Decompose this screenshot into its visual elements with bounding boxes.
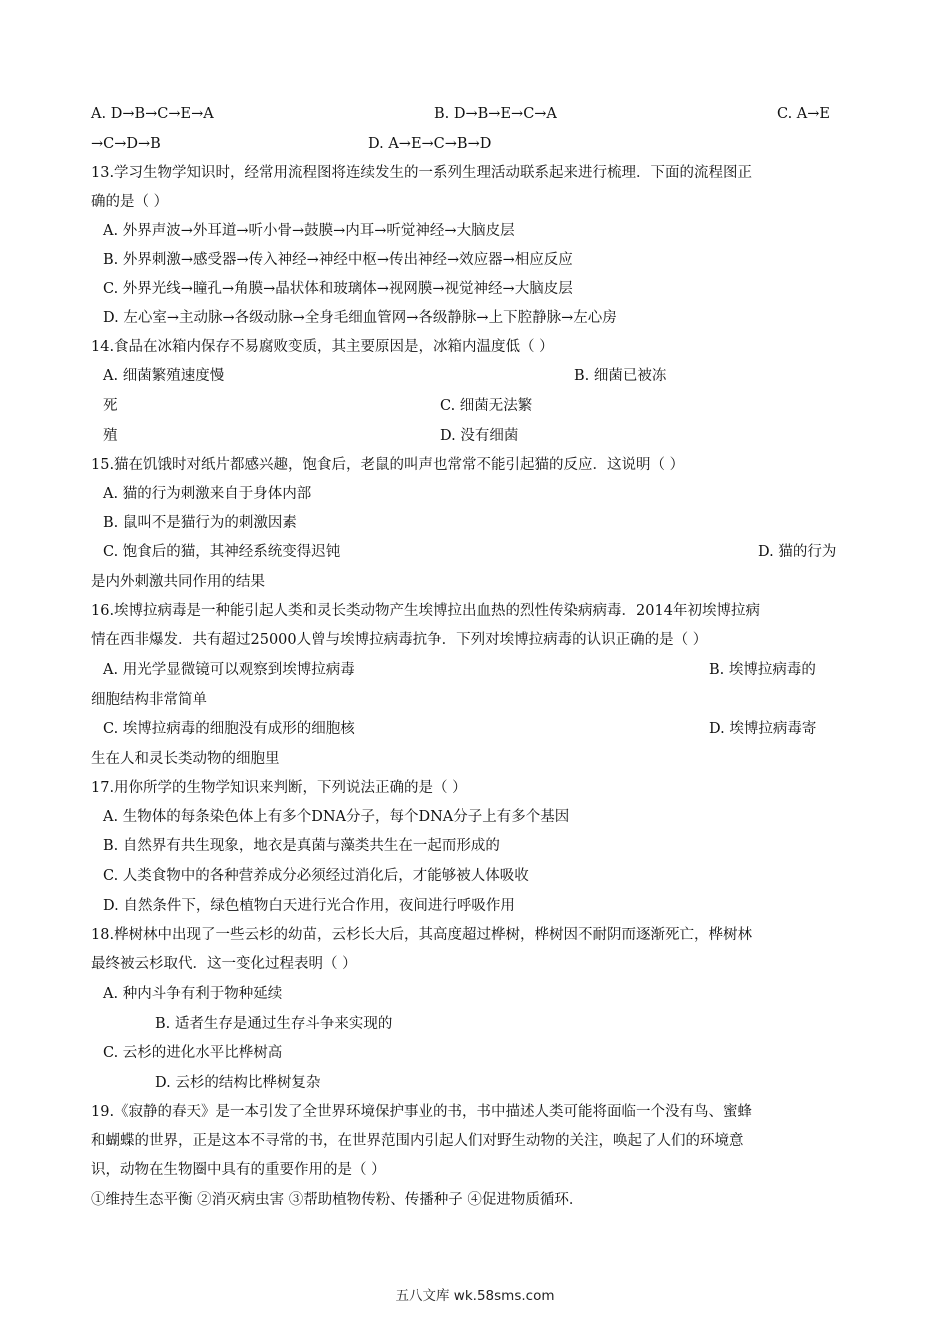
q16-stem: 16.埃博拉病毒是一种能引起人类和灵长类动物产生埃博拉出血热的烈性传染病病毒．2014年初埃博拉病 (91, 603, 760, 619)
q16-option-a: A. 用光学显微镜可以观察到埃博拉病毒 (103, 662, 355, 678)
q15-stem: 15.猫在饥饿时对纸片都感兴趣，饱食后，老鼠的叫声也常常不能引起猫的反应．这说明（ ） (91, 457, 685, 473)
q15-option-d-cont: 是内外刺激共同作用的结果 (91, 574, 265, 590)
q15-option-a: A. 猫的行为刺激来自于身体内部 (103, 486, 312, 502)
q17-option-d: D. 自然条件下，绿色植物白天进行光合作用，夜间进行呼吸作用 (103, 898, 515, 914)
q18-option-a: A. 种内斗争有利于物种延续 (103, 986, 283, 1002)
q18-option-c: C. 云杉的进化水平比桦树高 (103, 1045, 283, 1061)
q16-option-c: C. 埃博拉病毒的细胞没有成形的细胞核 (103, 721, 355, 737)
q12-option-b: B. D→B→E→C→A (434, 106, 557, 122)
q15-option-c: C. 饱食后的猫，其神经系统变得迟钝 (103, 544, 341, 560)
q17-stem: 17.用你所学的生物学知识来判断，下列说法正确的是（ ） (91, 780, 467, 796)
q16-stem-cont: 情在西非爆发．共有超过25000人曾与埃博拉病毒抗争．下列对埃博拉病毒的认识正确的是（ ） (91, 632, 708, 648)
q14-option-b: B. 细菌已被冻 (574, 368, 667, 384)
q17-option-c: C. 人类食物中的各种营养成分必须经过消化后，才能够被人体吸收 (103, 868, 529, 884)
q12-option-c-cont: →C→D→B (91, 136, 161, 152)
q16-option-d-cont: 生在人和灵长类动物的细胞里 (91, 751, 280, 767)
q19-statements: ①维持生态平衡 ②消灭病虫害 ③帮助植物传粉、传播种子 ④促进物质循环． (91, 1192, 584, 1208)
q18-option-d: D. 云杉的结构比桦树复杂 (155, 1075, 321, 1091)
q14-option-c: C. 细菌无法繁 (440, 398, 533, 414)
q16-option-b-cont: 细胞结构非常简单 (91, 692, 207, 708)
q13-option-b: B. 外界刺激→感受器→传入神经→神经中枢→传出神经→效应器→相应反应 (103, 252, 573, 268)
q13-stem-cont: 确的是（ ） (91, 194, 169, 210)
q15-option-d: D. 猫的行为 (758, 544, 837, 560)
q14-option-c-cont: 殖 (103, 428, 118, 444)
q12-option-d: D. A→E→C→B→D (368, 136, 492, 152)
q19-stem: 19.《寂静的春天》是一本引发了全世界环境保护事业的书，书中描述人类可能将面临一个没有鸟、蜜蜂 (91, 1104, 753, 1120)
q14-option-d: D. 没有细菌 (440, 428, 519, 444)
q13-option-d: D. 左心室→主动脉→各级动脉→全身毛细血管网→各级静脉→上下腔静脉→左心房 (103, 310, 617, 326)
footer-watermark: 五八文库 wk.58sms.com (395, 1288, 555, 1304)
q13-option-a: A. 外界声波→外耳道→听小骨→鼓膜→内耳→听觉神经→大脑皮层 (103, 223, 515, 239)
q16-option-d: D. 埃博拉病毒寄 (709, 721, 817, 737)
q18-stem-cont: 最终被云杉取代．这一变化过程表明（ ） (91, 956, 357, 972)
q16-option-b: B. 埃博拉病毒的 (709, 662, 816, 678)
q18-stem: 18.桦树林中出现了一些云杉的幼苗，云杉长大后，其高度超过桦树，桦树因不耐阴而逐渐死亡，桦树林 (91, 927, 753, 943)
q13-option-c: C. 外界光线→瞳孔→角膜→晶状体和玻璃体→视网膜→视觉神经→大脑皮层 (103, 281, 573, 297)
q14-stem: 14.食品在冰箱内保存不易腐败变质，其主要原因是，冰箱内温度低（ ） (91, 339, 554, 355)
q14-option-b-cont: 死 (103, 398, 118, 414)
q19-stem-cont-1: 和蝴蝶的世界，正是这本不寻常的书，在世界范围内引起人们对野生动物的关注，唤起了人们的环境意 (91, 1133, 744, 1149)
q17-option-a: A. 生物体的每条染色体上有多个DNA分子，每个DNA分子上有多个基因 (103, 809, 570, 825)
q12-option-a: A. D→B→C→E→A (91, 106, 214, 122)
q19-stem-cont-2: 识，动物在生物圈中具有的重要作用的是（ ） (91, 1162, 386, 1178)
q18-option-b: B. 适者生存是通过生存斗争来实现的 (155, 1016, 393, 1032)
q12-option-c: C. A→E (777, 106, 831, 122)
q15-option-b: B. 鼠叫不是猫行为的刺激因素 (103, 515, 297, 531)
q14-option-a: A. 细菌繁殖速度慢 (103, 368, 225, 384)
q17-option-b: B. 自然界有共生现象，地衣是真菌与藻类共生在一起而形成的 (103, 838, 500, 854)
q13-stem: 13.学习生物学知识时，经常用流程图将连续发生的一系列生理活动联系起来进行梳理．下面的流程图正 (91, 165, 753, 181)
